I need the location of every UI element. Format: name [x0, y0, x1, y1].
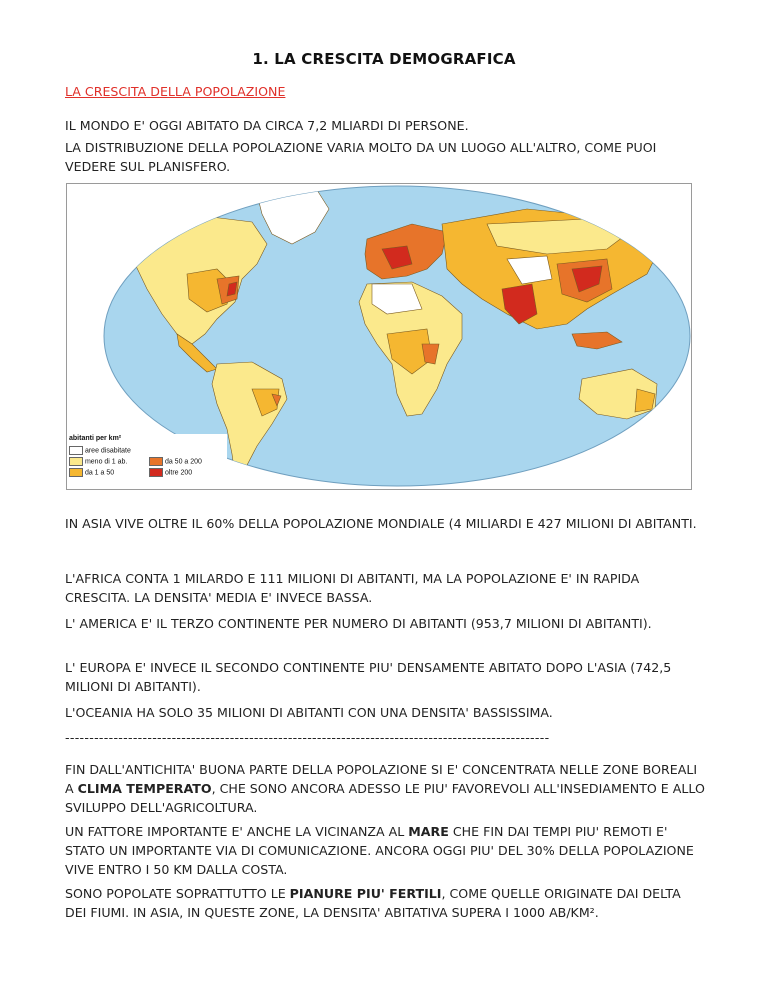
emphasis-plains: PIANURE PIU' FERTILI: [289, 886, 442, 901]
plains-paragraph: SONO POPOLATE SOPRATTUTTO LE PIANURE PIU' FERTILI, COME QUELLE ORIGINATE DAI DELTA DEI FIUMI. IN ASIA, IN QUESTE ZONE, LA DENSITA' ABITATIVA SUPERA I 1000 AB/KM².: [65, 886, 681, 920]
legend-item: da 50 a 200: [149, 457, 202, 466]
sea-paragraph: UN FATTORE IMPORTANTE E' ANCHE LA VICINANZA AL MARE CHE FIN DAI TEMPI PIU' REMOTI E' STATO UN IMPORTANTE VIA DI COMUNICAZIONE. ANCORA OGGI PIU' DEL 30% DELLA POPOLAZIONE VIVE ENTRO I 50 KM DALLA COSTA.: [65, 824, 694, 877]
intro-paragraph-1: IL MONDO E' OGGI ABITATO DA CIRCA 7,2 MLIARDI DI PERSONE.: [65, 118, 469, 133]
africa-paragraph: L'AFRICA CONTA 1 MILARDO E 111 MILIONI DI ABITANTI, MA LA POPOLAZIONE E' IN RAPIDA CRESCITA. LA DENSITA' MEDIA E' INVECE BASSA.: [65, 571, 640, 605]
legend-swatch: [69, 457, 83, 466]
climate-paragraph: FIN DALL'ANTICHITA' BUONA PARTE DELLA POPOLAZIONE SI E' CONCENTRATA NELLE ZONE BOREALI A CLIMA TEMPERATO, CHE SONO ANCORA ADESSO LE PIU' FAVOREVOLI ALL'INSEDIAMENTO E ALLO SVILUPPO DELL'AGRICOLTURA.: [65, 762, 705, 815]
legend-swatch: [149, 468, 163, 477]
section-link[interactable]: LA CRESCITA DELLA POPOLAZIONE: [65, 84, 286, 99]
legend-item: aree disabitate: [69, 446, 131, 455]
intro-paragraph-2: LA DISTRIBUZIONE DELLA POPOLAZIONE VARIA MOLTO DA UN LUOGO ALL'ALTRO, COME PUOI VEDERE SUL PLANISFERO.: [65, 140, 657, 174]
legend-swatch: [69, 446, 83, 455]
legend-item: meno di 1 ab.: [69, 457, 127, 466]
oceania-paragraph: L'OCEANIA HA SOLO 35 MILIONI DI ABITANTI CON UNA DENSITA' BASSISSIMA.: [65, 705, 553, 720]
europe-paragraph: L' EUROPA E' INVECE IL SECONDO CONTINENTE PIU' DENSAMENTE ABITATO DOPO L'ASIA (742,5 MILIONI DI ABITANTI).: [65, 660, 672, 694]
emphasis-climate: CLIMA TEMPERATO: [77, 781, 212, 796]
legend-item: da 1 a 50: [69, 468, 114, 477]
america-paragraph: L' AMERICA E' IL TERZO CONTINENTE PER NUMERO DI ABITANTI (953,7 MILIONI DI ABITANTI).: [65, 616, 652, 631]
legend-swatch: [69, 468, 83, 477]
legend-swatch: [149, 457, 163, 466]
legend-item: oltre 200: [149, 468, 192, 477]
population-density-map: [66, 183, 692, 490]
map-legend: [67, 434, 227, 489]
page-title: 1. LA CRESCITA DEMOGRAFICA: [252, 50, 516, 68]
separator-line: ----------------------------------------------------------------------------------------------------: [65, 730, 550, 745]
asia-paragraph: IN ASIA VIVE OLTRE IL 60% DELLA POPOLAZIONE MONDIALE (4 MILIARDI E 427 MILIONI DI ABITANTI.: [65, 516, 697, 531]
emphasis-sea: MARE: [408, 824, 449, 839]
legend-title: abitanti per km²: [69, 435, 122, 442]
